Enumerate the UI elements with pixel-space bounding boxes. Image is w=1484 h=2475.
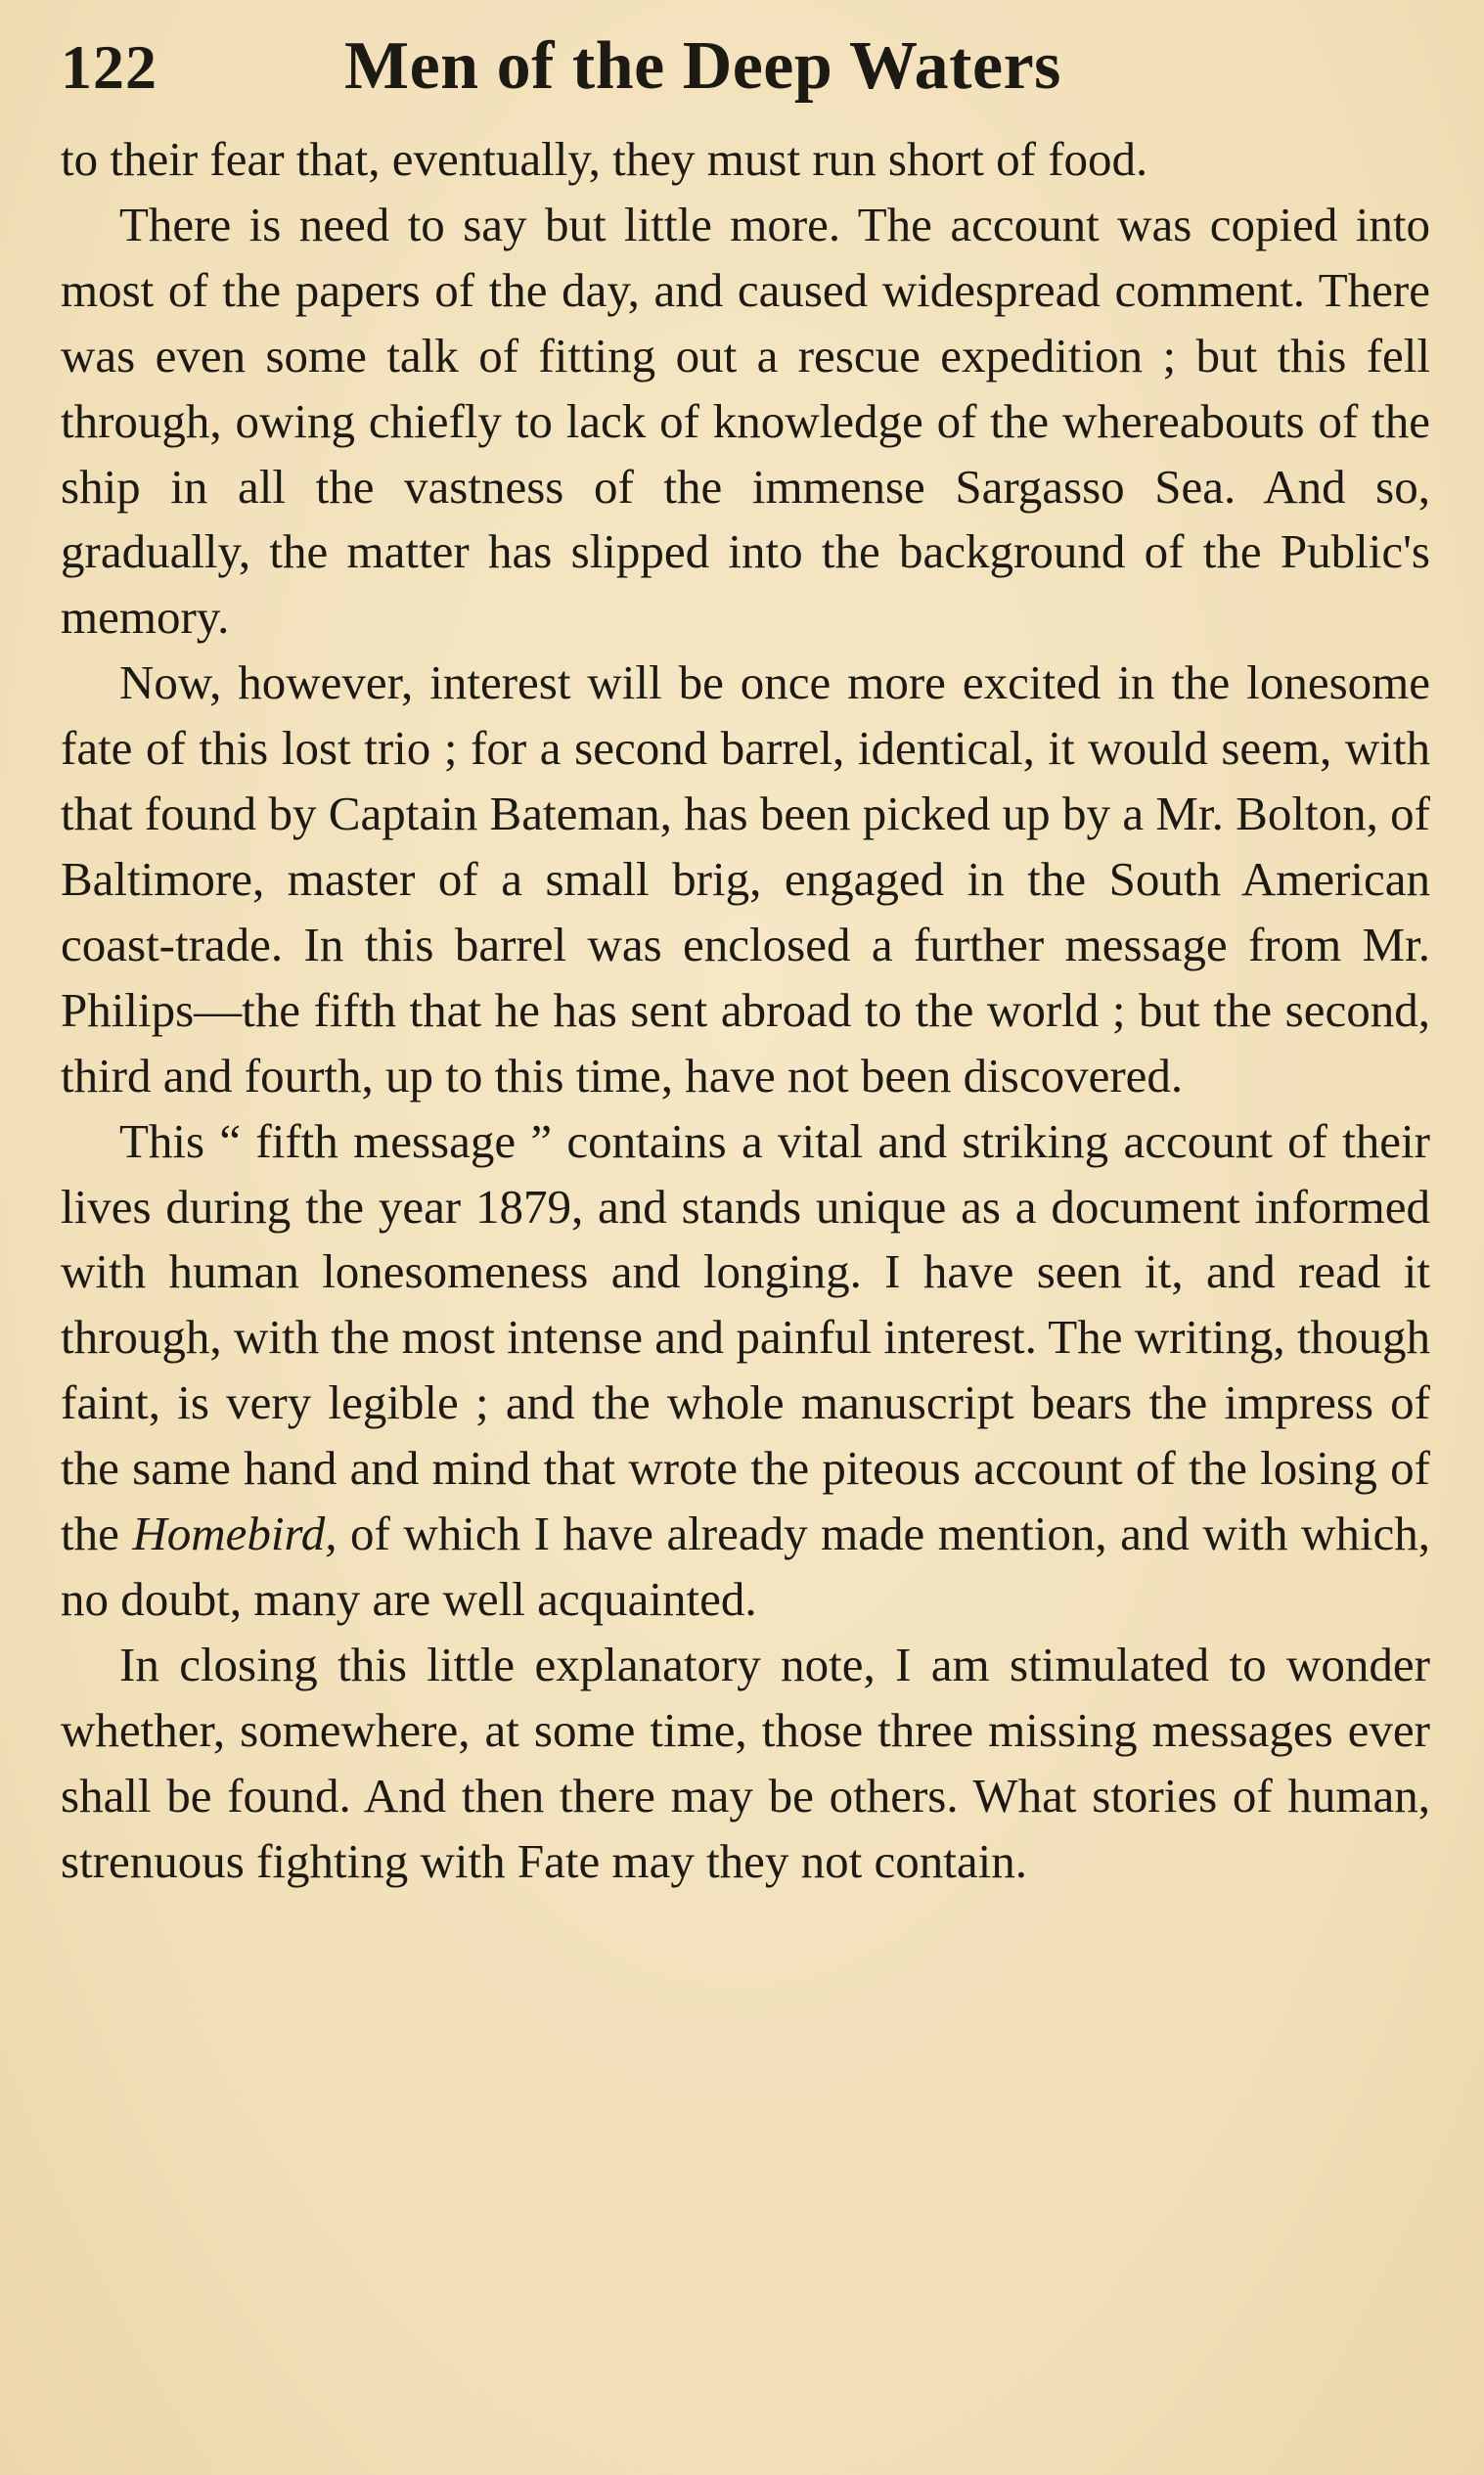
page-header bbox=[61, 18, 1450, 125]
body-text bbox=[61, 127, 1430, 1894]
paragraph-2: There is need to say but little more. The account was copied into most of the papers of the day, and caused widespread comment. There was even some talk of fitting out a rescue expedition ; but this fell through, owing chiefly to lack of knowledge of the whereabouts of the ship in all the vastness of the immense Sargasso Sea. And so, gradually, the matter has slipped into the background of the Public's memory. bbox=[61, 197, 1430, 645]
paragraph-4 bbox=[61, 1109, 1430, 1633]
ship-name-italic: Homebird, bbox=[132, 1507, 337, 1561]
paragraph-5: In closing this little explanatory note, I am stimulated to wonder whether, somewhere, at some time, those three missing messages ever shall be found. And then there may be others. What stories of human, strenuous fighting with Fate may they not contain. bbox=[61, 1637, 1430, 1888]
paragraph-1: to their fear that, eventually, they must run short of food. bbox=[61, 132, 1148, 186]
running-head: Men of the Deep Waters bbox=[344, 28, 1061, 104]
paragraph-3: Now, however, interest will be once more excited in the lonesome fate of this lost trio ; for a second barrel, identical, it would seem, with that found by Captain Bateman, has been picked up by a Mr. Bolton, of Baltimore, master of a small brig, engaged in the South American coast-trade. In this barrel was enclosed a further message from Mr. Philips—the fifth that he has sent abroad to the world ; but the second, third and fourth, up to this time, have not been discovered. bbox=[61, 655, 1430, 1102]
page-number: 122 bbox=[61, 32, 157, 102]
paragraph-4-text-before: This “ fifth message ” contains a vital and striking account of their lives during the year 1879, and stands unique as a document informed with human lonesomeness and longing. I have seen it, and read it through, with the most intense and painful interest. The writing, though faint, is very legible ; and the whole manuscript bears the impress of the same hand and mind that wrote the piteous account of the losing of the bbox=[61, 1113, 1430, 1561]
paragraph-4-text-after: of which I have already made mention, and with which, no doubt, many are well acquainted. bbox=[61, 1507, 1430, 1626]
